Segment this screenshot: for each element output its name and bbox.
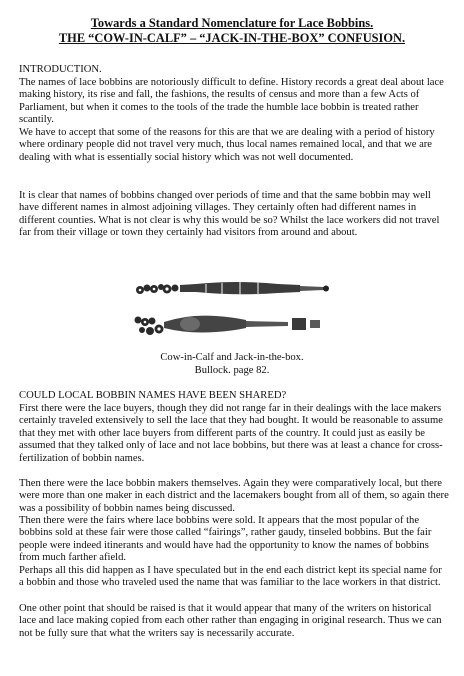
figure-source: Bullock. page 82.: [194, 365, 270, 376]
section-heading: COULD LOCAL BOBBIN NAMES HAVE BEEN SHARED?: [19, 390, 287, 401]
bottom-bobbin-group: [135, 316, 321, 335]
document-subtitle: THE “COW-IN-CALF” – “JACK-IN-THE-BOX” CONFUSION.: [58, 31, 406, 45]
bobbins-photo: [128, 274, 338, 344]
top-bobbin-group: [136, 282, 329, 295]
intro-paragraph-2: We have to accept that some of the reasons for this are that we are dealing with a period of history where ordinary people did not travel very much, thus local names remained local, and that we are dealing with what is essentially social history which was not well documented.: [19, 127, 435, 163]
section-paragraph-4: Perhaps all this did happen as I have speculated but in the end each district kept its special name for a bobbin and those who traveled used the name that was familiar to the lace workers in that district.: [19, 565, 442, 589]
document-title: Towards a Standard Nomenclature for Lace Bobbins.: [90, 16, 374, 30]
figure-caption: Cow-in-Calf and Jack-in-the-box.: [160, 352, 304, 363]
intro-heading: INTRODUCTION.: [19, 64, 102, 75]
section-paragraph-5: One other point that should be raised is that it would appear that many of the writers on historical lace and lace making copied from each other rather than engaging in original research. Thus we can not be fully sure that what the writers say is necessarily accurate.: [19, 603, 442, 639]
section-paragraph-3: Then there were the fairs where lace bobbins were sold. It appears that the most popular of the bobbins sold at these fair were those called “fairings”, rather gaudy, tinseled bobbins. But the fair people were indeed itinerants and would have had the opportunity to know the names of bobbins from much farther afield.: [19, 515, 432, 564]
intro-paragraph-3: It is clear that names of bobbins changed over periods of time and that the same bobbin may well have different names in almost adjoining villages. They certainly often had different names in different counties. What is not clear is why this would be so? Whilst the lace workers did not travel far from their village or town they certainly had visitors from around and about.: [19, 190, 440, 239]
section-paragraph-2: Then there were the lace bobbin makers themselves. Again they were comparatively local, but there were more than one maker in each district and the lacemakers bought from all of them, so again there was a possibility of bobbin names being discussed.: [19, 478, 449, 514]
section-paragraph-1: First there were the lace buyers, though they did not range far in their dealings with the lace makers certainly traveled extensively to sell the lace that they had bought. It would be reasonable to assume that they met with other lace buyers from different parts of the country. It could just as easily be assumed that they talked only of lace and not lace bobbins, but there was at least a chance for cross-fertilization of bobbin names.: [19, 403, 443, 464]
intro-paragraph-1: The names of lace bobbins are notoriously difficult to define. History records a great deal about lace making history, its rise and fall, the fashions, the results of census and more than a few Acts of Parliament, but when it comes to the tools of the trade the humble lace bobbin is treated rather scantily.: [19, 77, 444, 126]
